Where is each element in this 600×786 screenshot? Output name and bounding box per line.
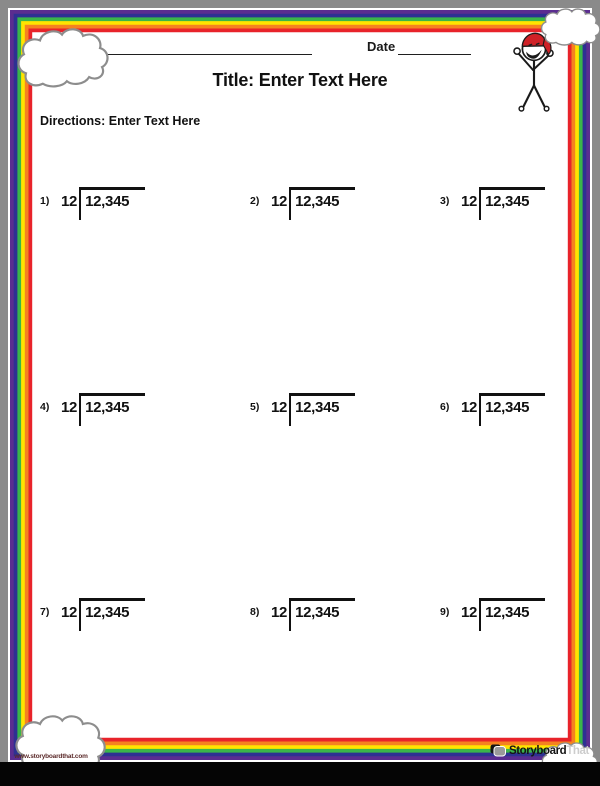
date-label: Date [367,39,396,54]
dividend-under-bracket: 12,345 [289,393,355,426]
dividend-under-bracket: 12,345 [479,598,545,631]
divisor: 12 [461,604,478,621]
dividend-under-bracket: 12,345 [79,187,145,220]
date-line [398,38,471,55]
divisor: 12 [271,399,288,416]
directions-text[interactable]: Directions: Enter Text Here [40,114,201,128]
division-problem-3 [440,187,545,220]
division-problem-2 [250,187,355,220]
problem-number: 9) [440,606,450,618]
storyboardthat-logo [490,744,589,757]
dividend-under-bracket: 12,345 [289,598,355,631]
dividend-under-bracket: 12,345 [479,187,545,220]
problem-number: 5) [250,401,260,413]
divisor: 12 [61,399,78,416]
divisor: 12 [61,604,78,621]
dividend-under-bracket: 12,345 [479,393,545,426]
cloud-icon [539,2,600,50]
division-problem-1 [40,187,145,220]
logo-text-storyboard: Storyboard [508,744,567,757]
problem-number: 6) [440,401,450,413]
dividend-under-bracket: 12,345 [79,598,145,631]
page-title[interactable]: Title: Enter Text Here [212,70,388,90]
division-problem-7 [40,598,145,631]
division-problem-4 [40,393,145,426]
dividend-under-bracket: 12,345 [289,187,355,220]
dividend-under-bracket: 12,345 [79,393,145,426]
speech-bubble-icon [490,744,506,757]
divisor: 12 [271,193,288,210]
problem-number: 2) [250,195,260,207]
division-problem-6 [440,393,545,426]
logo-text-that: That [566,744,589,757]
division-problem-9 [440,598,545,631]
bottom-black-bar [0,762,600,786]
cloud-icon [9,5,122,107]
problem-number: 1) [40,195,50,207]
watermark-url: www.storyboardthat.com [14,753,88,760]
worksheet-page [8,8,592,762]
divisor: 12 [461,193,478,210]
division-problem-8 [250,598,355,631]
divisor: 12 [61,193,78,210]
problem-number: 4) [40,401,50,413]
division-problem-5 [250,393,355,426]
divisor: 12 [271,604,288,621]
divisor: 12 [461,399,478,416]
problem-number: 7) [40,606,50,618]
problem-number: 3) [440,195,450,207]
problem-number: 8) [250,606,260,618]
